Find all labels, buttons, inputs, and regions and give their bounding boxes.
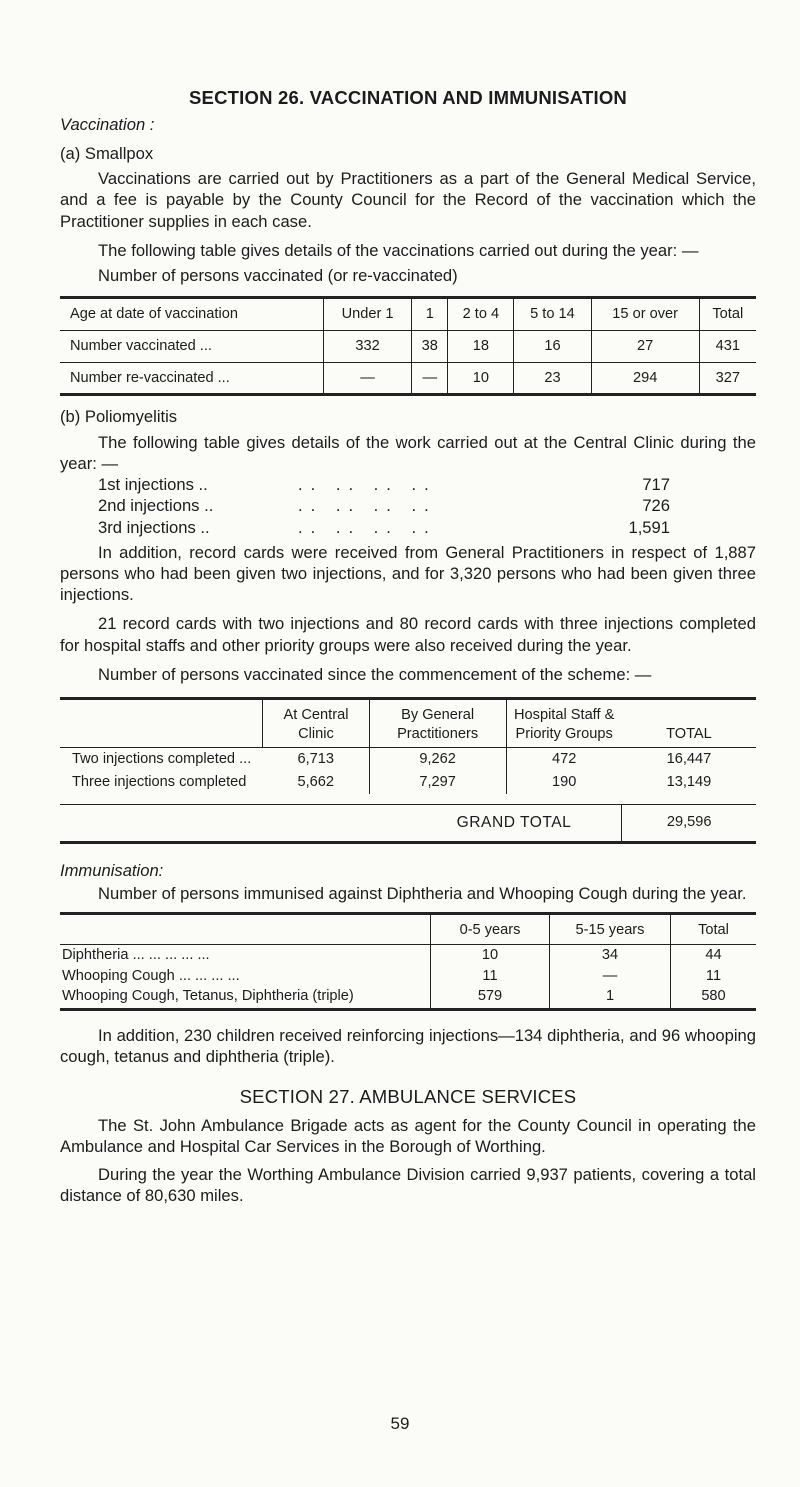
table-header: 5-15 years [550,914,671,945]
table-cell: 1 [550,986,671,1009]
page-content [60,86,756,1206]
table-cell: 13,149 [666,774,712,791]
table-cell: Three injections completed [72,774,247,791]
ambulance-paragraph-1: The St. John Ambulance Brigade acts as agent for the County Council in operating the Ambulance and Hospital Car Services in the Borough of Worthing. [60,1116,756,1157]
table-cell: 11 [671,966,757,987]
table-cell: 38 [412,330,448,362]
table-cell: 10 [431,944,550,965]
table-header: Total [671,914,757,945]
smallpox-paragraph-1: Vaccinations are carried out by Practitioners as a part of the General Medical Service, and a fee is payable by the County Council for the Record of the vaccination which the Practitioner supplies in each case. [60,169,756,231]
table-header: Total [699,298,756,331]
table-row [60,944,756,965]
table-cell: — [550,966,671,987]
list-item [98,474,756,495]
leader-dots: .. .. .. .. [298,517,437,537]
section-26-title: SECTION 26. VACCINATION AND IMMUNISATION [189,87,627,108]
table-header [60,914,431,945]
leader-dots: .. .. .. .. [298,475,437,495]
table-row [60,330,756,362]
table-cell: Whooping Cough ... ... ... ... [62,967,240,984]
polio-paragraph-2: In addition, record cards were received from General Practitioners in respect of 1,887 persons who had been given two injections, and for 3,320 persons who had been given three injections. [60,542,756,605]
grand-total-value: 29,596 [622,804,756,842]
immunisation-heading: Immunisation: [60,860,164,880]
table-cell: Whooping Cough, Tetanus, Diphtheria (triple) [60,986,431,1009]
table-cell: Number re-vaccinated ... [60,362,324,395]
list-item [98,495,756,516]
table-cell: 190 [506,771,622,794]
table-cell: 18 [448,330,514,362]
table-cell: 23 [514,362,591,395]
table-header-row [60,914,756,945]
table-header: At Central Clinic [263,699,370,748]
grand-total-label: GRAND TOTAL [60,804,622,842]
polio-paragraph-3: 21 record cards with two injections and 80 record cards with three injections completed for hospital staffs and other priority groups were also received during the year. [60,614,756,655]
table-header: Age at date of vaccination [60,298,324,331]
list-item [98,517,756,538]
smallpox-table [60,296,756,396]
polio-paragraph-1: The following table gives details of the work carried out at the Central Clinic during the year: — [60,432,756,473]
table-cell: 294 [591,362,699,395]
table-cell: Number vaccinated ... [60,330,324,362]
table-header [60,699,263,748]
leader-dots: .. .. .. .. [298,496,437,516]
injection-label: 1st injections .. [98,475,208,495]
polio-scheme-table [60,697,756,844]
table-cell: — [324,362,412,395]
table-header-row [60,699,756,748]
table-cell: 27 [591,330,699,362]
table-cell: 327 [699,362,756,395]
injections-list [98,474,756,538]
page-number: 59 [390,1414,410,1433]
vaccination-heading: Vaccination : [60,114,155,134]
table-cell: 431 [699,330,756,362]
immunisation-table [60,912,756,1011]
table-cell: 6,713 [297,751,334,768]
table-cell: 7,297 [369,771,506,794]
table-row [60,986,756,1009]
table-header: 1 [412,298,448,331]
table-cell: — [412,362,448,395]
injection-label: 3rd injections .. [98,517,210,537]
table-row [60,966,756,987]
table-cell: 11 [431,966,550,987]
table-cell: 44 [671,944,757,965]
injection-count: 717 [642,475,670,495]
table-cell: 9,262 [369,748,506,771]
table-row [60,362,756,395]
reinforcing-paragraph: In addition, 230 children received reinforcing injections—134 diphtheria, and 96 whooping cough, tetanus and diphtheria (triple). [60,1025,756,1067]
table-header: By General Practitioners [369,699,506,748]
table-cell: 16 [514,330,591,362]
table-header: 5 to 14 [514,298,591,331]
section-27-title: SECTION 27. AMBULANCE SERVICES [239,1086,577,1108]
table-cell: 10 [448,362,514,395]
injection-count: 1,591 [628,517,670,537]
table-cell: 16,447 [666,751,712,768]
table1-caption: Number of persons vaccinated (or re-vaccinated) [98,266,458,286]
table-header: 2 to 4 [448,298,514,331]
table-header: Under 1 [324,298,412,331]
immunisation-paragraph: Number of persons immunised against Diphtheria and Whooping Cough during the year. [98,884,747,904]
injection-label: 2nd injections .. [98,496,214,516]
table-cell: 34 [550,944,671,965]
table-cell: 579 [431,986,550,1009]
table-header: 15 or over [591,298,699,331]
table-row [60,771,756,794]
ambulance-paragraph-2: During the year the Worthing Ambulance Division carried 9,937 patients, covering a total distance of 80,630 miles. [60,1164,756,1205]
injection-count: 726 [642,496,670,516]
smallpox-paragraph-2: The following table gives details of the vaccinations carried out during the year: — [98,240,699,260]
table-cell: Diphtheria ... ... ... ... ... [62,946,210,963]
table-cell: 332 [324,330,412,362]
table-row [60,748,756,771]
table-cell: Two injections completed ... [72,751,252,768]
grand-total-row [60,804,756,842]
table-header: 0-5 years [431,914,550,945]
polio-heading: (b) Poliomyelitis [60,407,178,427]
table-cell: 5,662 [297,774,334,791]
table-header-row [60,298,756,331]
table-header: Hospital Staff & Priority Groups [506,699,622,748]
smallpox-heading: (a) Smallpox [60,143,154,163]
table-cell: 580 [671,986,757,1009]
table-cell: 472 [506,748,622,771]
table2-caption: Number of persons vaccinated since the commencement of the scheme: — [98,664,652,684]
table-header: TOTAL [622,699,756,748]
